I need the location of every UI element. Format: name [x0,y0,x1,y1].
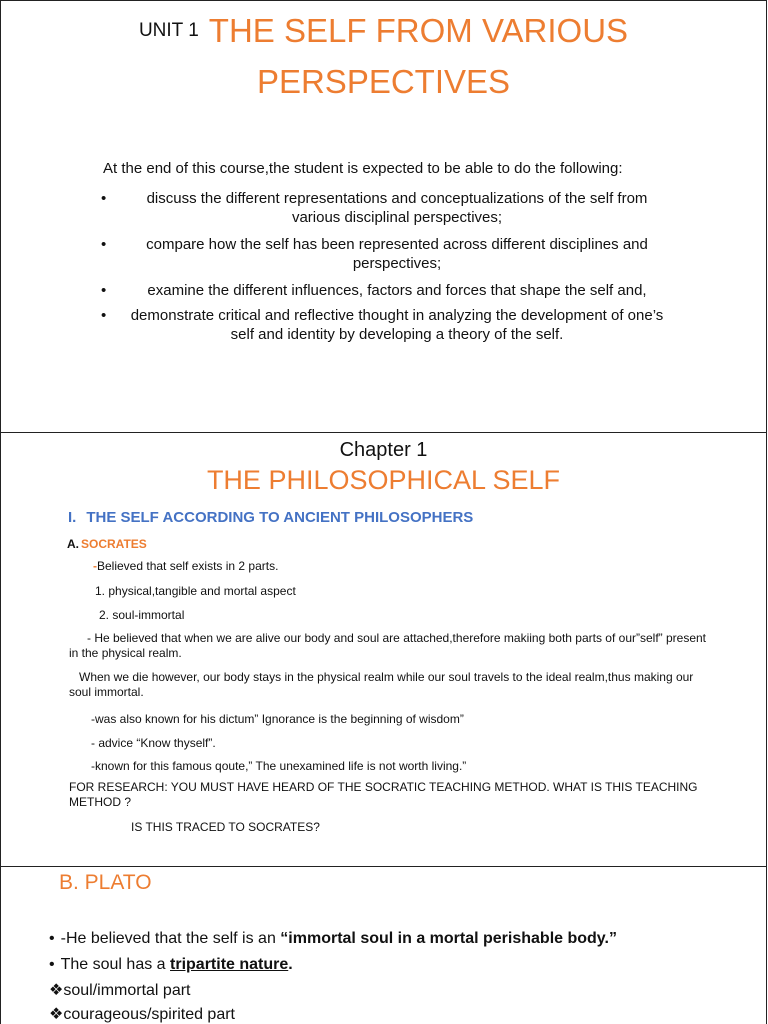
text-line [93,559,278,574]
text-line: -known for this famous qoute,” The unexamined life is not worth living.” [91,759,467,773]
diamond-item [49,1004,235,1024]
slide-title [1,9,766,104]
objective-item [101,306,671,344]
bullet-line [49,930,617,948]
line-text: -He believed that the self is an [60,930,281,947]
line-emphasis: “immortal soul in a mortal perishable body.” [280,930,617,947]
diamond-bullet-icon: ❖ [49,1006,64,1023]
bullet-icon: • [101,307,107,324]
bullet-icon: • [101,236,107,253]
section-title: THE SELF ACCORDING TO ANCIENT PHILOSOPHERS [86,509,474,526]
slide-chapter-1 [0,432,767,867]
research-question: FOR RESEARCH: YOU MUST HAVE HEARD OF THE SOCRATIC TEACHING METHOD. WHAT IS THIS TEACHING METHOD ? [69,780,698,809]
slide-plato [0,866,767,1024]
line-text: The soul has a [60,956,171,973]
title-line-2: PERSPECTIVES [256,63,511,100]
research-question-2: IS THIS TRACED TO SOCRATES? [131,820,320,834]
unit-label: UNIT 1 [138,20,199,41]
bullet-line [49,956,293,974]
objective-text: demonstrate critical and reflective thought in analyzing the development of one’s self and identity by developing a theory of the self. [130,307,664,343]
objective-item [101,235,671,273]
item-text: courageous/spirited part [63,1006,235,1023]
subsection-heading [67,537,147,551]
objective-text: compare how the self has been represented across different disciplines and perspectives; [146,236,648,272]
bullet-icon: • [101,190,107,207]
paragraph: When we die however, our body stays in the physical realm while our soul travels to the ideal realm,thus making our soul immortal. [69,670,694,699]
bullet-icon: • [49,930,55,947]
line-suffix: . [288,956,293,973]
subsection-name: SOCRATES [81,537,147,551]
title-line-1: THE SELF FROM VARIOUS [208,12,629,49]
item-text: soul/immortal part [63,982,191,999]
line-emphasis: tripartite nature [170,956,289,973]
section-number: I. [68,509,77,526]
objective-item [101,281,671,300]
section-heading [68,509,473,526]
diamond-bullet-icon: ❖ [49,982,64,999]
text-line: - advice “Know thyself”. [91,736,216,750]
dash-mark: - [93,559,97,573]
section-title: B. PLATO [59,871,152,894]
list-item: 2. soul-immortal [99,608,185,622]
objective-text: discuss the different representations and conceptualizations of the self from various disciplinal perspectives; [146,190,648,226]
parts-text: Believed that self exists in 2 parts. [97,559,279,573]
chapter-title: THE PHILOSOPHICAL SELF [206,465,561,495]
slide-unit-1 [0,0,767,434]
diamond-item [49,980,191,1000]
chapter-label: Chapter 1 [339,439,428,461]
subsection-letter: A. [67,537,79,551]
objective-text: examine the different influences, factors and forces that shape the self and, [147,282,647,299]
bullet-icon: • [101,282,107,299]
objective-item [101,189,671,227]
bullet-icon: • [49,956,55,973]
paragraph: - He believed that when we are alive our body and soul are attached,therefore makiing both parts of our”self” present in the physical realm. [69,631,707,660]
objectives-intro: At the end of this course,the student is expected to be able to do the following: [103,160,623,177]
text-line: -was also known for his dictum” Ignorance is the beginning of wisdom” [91,712,464,726]
list-item: 1. physical,tangible and mortal aspect [95,584,296,598]
objectives-list [101,189,671,352]
